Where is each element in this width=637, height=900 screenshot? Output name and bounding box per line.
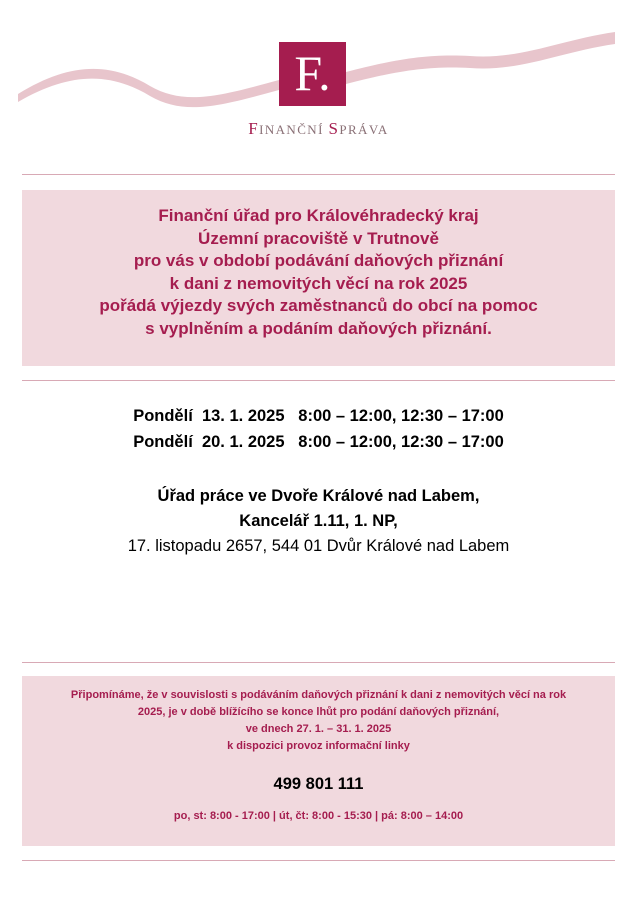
schedule-day: Pondělí <box>133 407 193 425</box>
location-address: 17. listopadu 2657, 544 01 Dvůr Králové nad Labem <box>127 537 510 555</box>
info-phone-number: 499 801 111 <box>273 775 364 793</box>
header-text <box>22 190 615 340</box>
schedule-time: 8:00 – 12:00, 12:30 – 17:00 <box>298 433 504 451</box>
footer-line: ve dnech 27. 1. – 31. 1. 2025 <box>245 723 392 735</box>
header-line: k dani z nemovitých věcí na rok 2025 <box>169 273 468 293</box>
schedule-date: 20. 1. 2025 <box>201 433 285 451</box>
schedule <box>0 403 637 455</box>
divider-lower <box>22 662 615 663</box>
header-line: pořádá výjezdy svých zaměstnanců do obcí na pomoc <box>99 296 538 315</box>
logo-mark <box>279 42 346 106</box>
footer-line: 2025, je v době blížícího se konce lhůt pro podání daňových přiznání, <box>137 706 500 718</box>
schedule-time: 8:00 – 12:00, 12:30 – 17:00 <box>298 407 504 425</box>
brand-cap-s: S <box>328 119 340 138</box>
header-line: pro vás v období podávání daňových přiznání <box>133 251 504 270</box>
header-line: Finanční úřad pro Královéhradecký kraj <box>158 206 479 225</box>
footer-line: Připomínáme, že v souvislosti s podáváním daňových přiznání k dani z nemovitých věcí na rok <box>70 689 567 701</box>
header-panel <box>22 190 615 366</box>
schedule-day: Pondělí <box>133 433 193 451</box>
info-line-hours: po, st: 8:00 - 17:00 | út, čt: 8:00 - 15:30 | pá: 8:00 – 14:00 <box>173 810 464 822</box>
schedule-date: 13. 1. 2025 <box>201 407 285 425</box>
header-line: s vyplněním a podáním daňových přiznání. <box>145 318 492 338</box>
schedule-row <box>0 429 637 455</box>
footer-text <box>22 676 615 755</box>
divider-top <box>22 174 615 175</box>
divider-mid <box>22 380 615 381</box>
brand-name <box>0 119 637 139</box>
location-office: Kancelář 1.11, 1. NP, <box>239 512 398 530</box>
logo-letter: F. <box>294 45 331 101</box>
footer-panel <box>22 676 615 846</box>
divider-bottom <box>22 860 615 861</box>
brand-text-2: PRÁVA <box>339 122 389 137</box>
brand-text-1: INANČNÍ <box>259 122 329 137</box>
header-line: Územní pracoviště v Trutnově <box>198 228 439 248</box>
location <box>0 484 637 559</box>
location-name: Úřad práce ve Dvoře Králové nad Labem, <box>157 487 480 505</box>
footer-line: k dispozici provoz informační linky <box>227 740 410 752</box>
brand-cap-f: F <box>248 119 260 138</box>
schedule-row <box>0 403 637 429</box>
